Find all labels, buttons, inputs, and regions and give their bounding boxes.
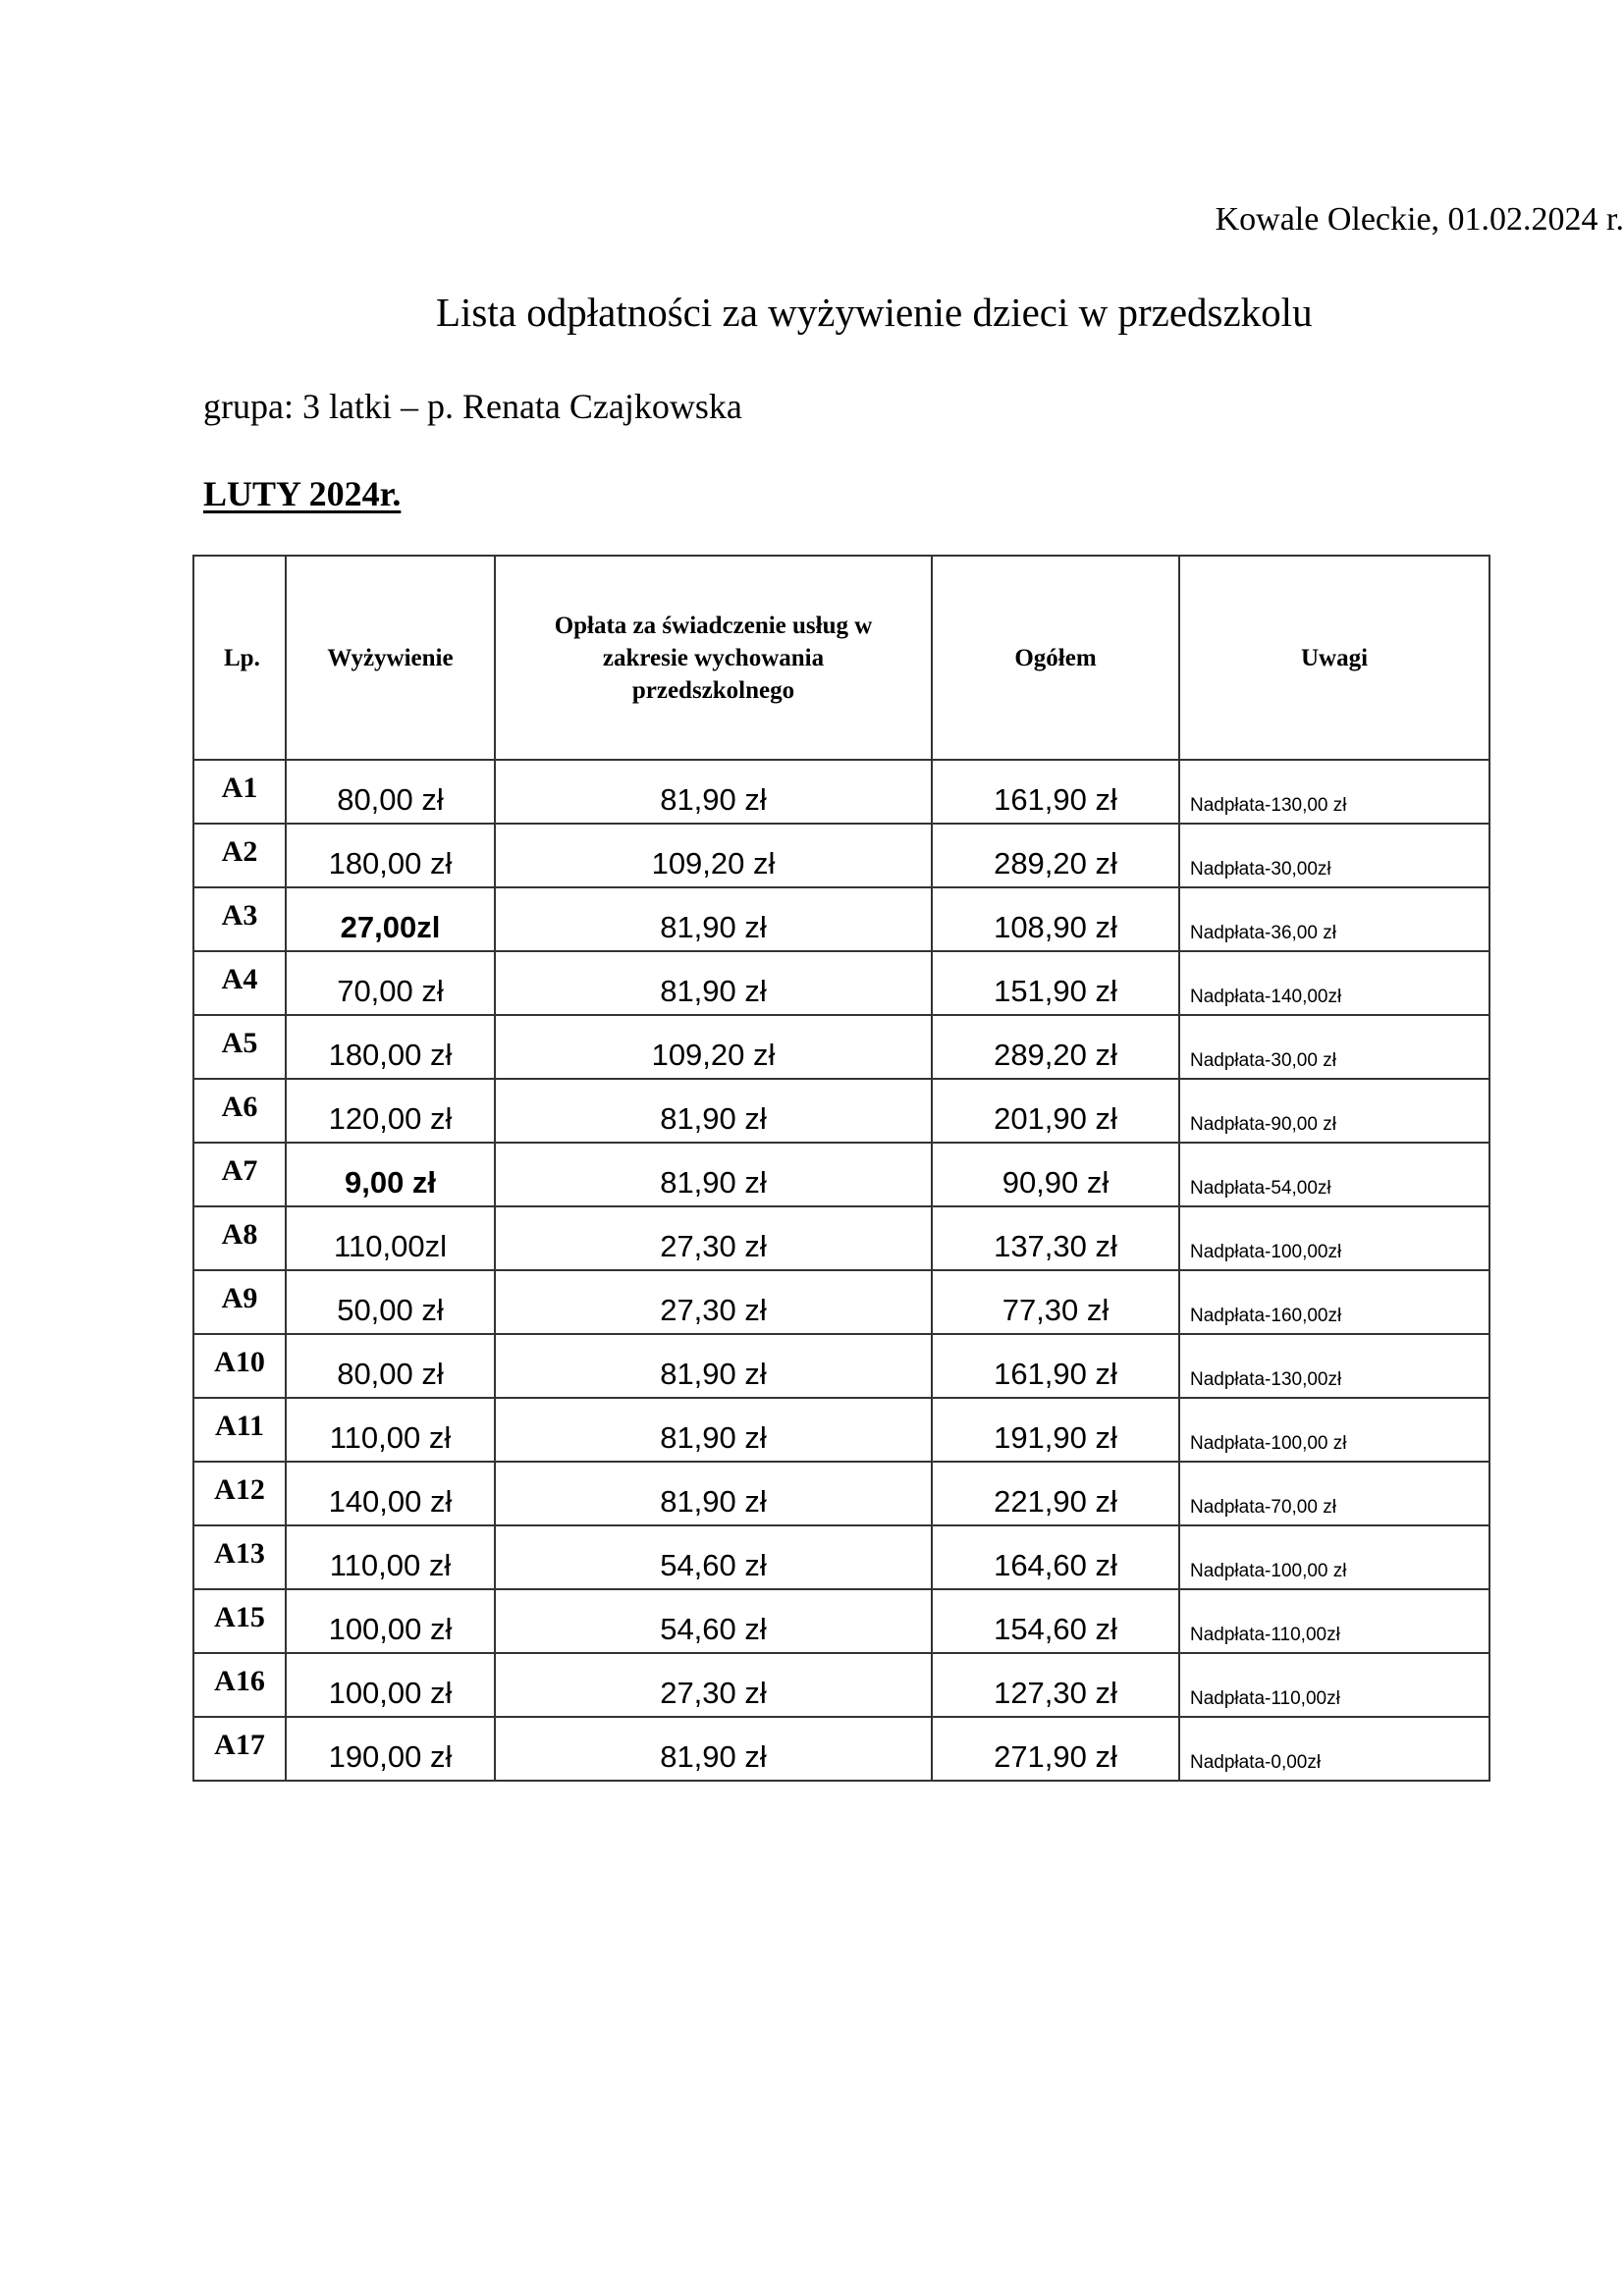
cell-wyzywienie [286, 1270, 495, 1334]
table-body [193, 760, 1489, 1781]
place-date-text: Kowale Oleckie, 01.02.2024 r. [1215, 201, 1624, 238]
cell-ogolem-text: 137,30 zł [994, 1229, 1117, 1263]
row-lp [193, 1653, 286, 1717]
cell-uwagi [1179, 760, 1489, 824]
row-lp [193, 1206, 286, 1270]
cell-wyzywienie-text: 110,00 zł [329, 1420, 452, 1455]
row-lp [193, 760, 286, 824]
cell-uwagi-text: Nadpłata-130,00 zł [1190, 795, 1347, 816]
cell-uwagi [1179, 1334, 1489, 1398]
row-lp-text: A5 [221, 1027, 258, 1059]
cell-ogolem [932, 951, 1179, 1015]
table-row [193, 760, 1489, 824]
row-lp-text: A6 [221, 1091, 258, 1123]
cell-uwagi-text: Nadpłata-30,00zł [1190, 859, 1331, 880]
cell-ogolem [932, 1398, 1179, 1462]
row-lp-text: A15 [214, 1601, 265, 1633]
cell-uwagi [1179, 1143, 1489, 1206]
cell-oplata [495, 1462, 932, 1525]
row-lp-text: A1 [221, 772, 258, 804]
row-lp [193, 1589, 286, 1653]
row-lp-text: A12 [214, 1473, 265, 1506]
row-lp [193, 1079, 286, 1143]
cell-uwagi [1179, 1079, 1489, 1143]
row-lp-text: A3 [221, 899, 258, 932]
cell-uwagi [1179, 824, 1489, 887]
cell-uwagi [1179, 887, 1489, 951]
table-row [193, 1334, 1489, 1398]
cell-oplata [495, 1270, 932, 1334]
cell-ogolem-text: 90,90 zł [1001, 1165, 1110, 1200]
cell-oplata [495, 824, 932, 887]
cell-oplata-text: 27,30 zł [660, 1293, 767, 1327]
cell-oplata [495, 1143, 932, 1206]
cell-wyzywienie-text: 180,00 zł [328, 846, 453, 881]
cell-ogolem [932, 887, 1179, 951]
cell-oplata [495, 1589, 932, 1653]
cell-uwagi [1179, 1653, 1489, 1717]
row-lp-text: A11 [214, 1410, 264, 1442]
cell-wyzywienie-text: 27,00zl [340, 910, 441, 944]
cell-ogolem [932, 1015, 1179, 1079]
cell-wyzywienie [286, 824, 495, 887]
table-row [193, 1462, 1489, 1525]
cell-uwagi-text: Nadpłata-160,00zł [1190, 1306, 1342, 1326]
cell-oplata [495, 1525, 932, 1589]
cell-uwagi [1179, 1525, 1489, 1589]
cell-oplata [495, 951, 932, 1015]
cell-wyzywienie [286, 1717, 495, 1781]
cell-wyzywienie-text: 80,00 zł [337, 782, 444, 817]
cell-oplata [495, 1398, 932, 1462]
table-row [193, 1525, 1489, 1589]
header-ogolem: Ogółem [932, 556, 1179, 760]
row-lp [193, 1270, 286, 1334]
cell-oplata-text: 109,20 zł [651, 846, 776, 881]
cell-oplata [495, 1079, 932, 1143]
table-row [193, 1270, 1489, 1334]
table-row [193, 1653, 1489, 1717]
row-lp [193, 1334, 286, 1398]
table-row [193, 1206, 1489, 1270]
cell-ogolem-text: 191,90 zł [994, 1420, 1117, 1455]
row-lp-text: A4 [221, 963, 258, 995]
cell-ogolem [932, 1206, 1179, 1270]
cell-wyzywienie [286, 1206, 495, 1270]
cell-wyzywienie-text: 190,00 zł [328, 1739, 453, 1774]
cell-oplata-text: 81,90 zł [660, 910, 767, 944]
cell-wyzywienie [286, 1015, 495, 1079]
cell-wyzywienie-text: 70,00 zł [337, 974, 444, 1008]
cell-wyzywienie-text: 120,00 zł [328, 1101, 453, 1136]
table-row [193, 1398, 1489, 1462]
fees-table [192, 555, 1490, 1782]
cell-wyzywienie-text: 110,00zl [334, 1229, 447, 1263]
cell-oplata-text: 27,30 zł [660, 1229, 767, 1263]
row-lp [193, 887, 286, 951]
row-lp-text: A7 [221, 1154, 258, 1187]
cell-uwagi [1179, 1462, 1489, 1525]
table-row [193, 824, 1489, 887]
cell-wyzywienie-text: 50,00 zł [337, 1293, 444, 1327]
cell-wyzywienie [286, 1143, 495, 1206]
cell-uwagi [1179, 1717, 1489, 1781]
row-lp [193, 1398, 286, 1462]
cell-uwagi-text: Nadpłata-0,00zł [1190, 1752, 1322, 1773]
cell-oplata-text: 81,90 zł [660, 1420, 767, 1455]
table-header-row [193, 556, 1489, 760]
cell-uwagi-text: Nadpłata-100,00zł [1190, 1242, 1342, 1262]
cell-ogolem [932, 1589, 1179, 1653]
cell-ogolem [932, 1334, 1179, 1398]
header-uwagi: Uwagi [1179, 556, 1489, 760]
table-row [193, 951, 1489, 1015]
cell-ogolem [932, 824, 1179, 887]
cell-oplata-text: 27,30 zł [660, 1676, 767, 1710]
document-title-text: Lista odpłatności za wyżywienie dzieci w przedszkolu [436, 290, 1313, 335]
cell-ogolem-text: 289,20 zł [994, 846, 1117, 881]
cell-oplata [495, 887, 932, 951]
cell-wyzywienie [286, 1589, 495, 1653]
cell-ogolem-text: 161,90 zł [994, 782, 1117, 817]
cell-oplata-text: 54,60 zł [660, 1612, 767, 1646]
cell-uwagi-text: Nadpłata-70,00 zł [1190, 1497, 1336, 1518]
table-row [193, 887, 1489, 951]
row-lp-text: A16 [214, 1665, 265, 1697]
cell-ogolem [932, 1270, 1179, 1334]
cell-oplata-text: 81,90 zł [660, 1357, 767, 1391]
table-row [193, 1143, 1489, 1206]
cell-uwagi [1179, 1015, 1489, 1079]
table-row [193, 1717, 1489, 1781]
cell-wyzywienie-text: 180,00 zł [328, 1038, 453, 1072]
cell-uwagi-text: Nadpłata-130,00zł [1190, 1369, 1342, 1390]
row-lp-text: A8 [221, 1218, 258, 1251]
row-lp [193, 1717, 286, 1781]
group-line: grupa: 3 latki – p. Renata Czajkowska [203, 387, 742, 426]
table-row [193, 1079, 1489, 1143]
cell-wyzywienie-text: 110,00 zł [329, 1548, 452, 1582]
cell-uwagi [1179, 1206, 1489, 1270]
cell-wyzywienie [286, 1398, 495, 1462]
row-lp [193, 824, 286, 887]
cell-ogolem-text: 164,60 zł [994, 1548, 1117, 1582]
cell-ogolem [932, 760, 1179, 824]
cell-ogolem [932, 1462, 1179, 1525]
cell-wyzywienie [286, 1653, 495, 1717]
cell-ogolem [932, 1525, 1179, 1589]
cell-wyzywienie [286, 760, 495, 824]
cell-oplata-text: 81,90 zł [660, 1739, 767, 1774]
cell-ogolem [932, 1717, 1179, 1781]
row-lp-text: A13 [214, 1537, 265, 1570]
cell-ogolem [932, 1653, 1179, 1717]
cell-ogolem-text: 201,90 zł [994, 1101, 1117, 1136]
cell-ogolem-text: 161,90 zł [994, 1357, 1117, 1391]
cell-wyzywienie [286, 1525, 495, 1589]
cell-ogolem-text: 289,20 zł [994, 1038, 1117, 1072]
month-heading: LUTY 2024r. [203, 474, 402, 513]
row-lp [193, 1462, 286, 1525]
cell-oplata-text: 81,90 zł [660, 782, 767, 817]
cell-oplata [495, 1334, 932, 1398]
row-lp [193, 951, 286, 1015]
cell-uwagi-text: Nadpłata-100,00 zł [1190, 1433, 1347, 1454]
cell-oplata-text: 81,90 zł [660, 974, 767, 1008]
cell-ogolem-text: 77,30 zł [1001, 1293, 1110, 1327]
cell-uwagi [1179, 1270, 1489, 1334]
cell-uwagi-text: Nadpłata-140,00zł [1190, 987, 1342, 1007]
cell-wyzywienie-text: 9,00 zł [344, 1165, 437, 1200]
cell-oplata [495, 1653, 932, 1717]
cell-wyzywienie [286, 1334, 495, 1398]
cell-oplata [495, 1717, 932, 1781]
row-lp [193, 1525, 286, 1589]
cell-wyzywienie-text: 100,00 zł [328, 1612, 453, 1646]
cell-oplata-text: 81,90 zł [660, 1101, 767, 1136]
cell-uwagi [1179, 1398, 1489, 1462]
cell-wyzywienie-text: 80,00 zł [337, 1357, 444, 1391]
cell-ogolem-text: 108,90 zł [994, 910, 1117, 944]
cell-uwagi-text: Nadpłata-36,00 zł [1190, 923, 1336, 943]
header-wyzywienie: Wyżywienie [286, 556, 495, 760]
cell-wyzywienie [286, 1462, 495, 1525]
table-row [193, 1589, 1489, 1653]
cell-uwagi-text: Nadpłata-90,00 zł [1190, 1114, 1336, 1135]
cell-ogolem [932, 1079, 1179, 1143]
cell-uwagi-text: Nadpłata-54,00zł [1190, 1178, 1331, 1199]
row-lp-text: A2 [221, 835, 258, 868]
header-lp: Lp. [193, 556, 286, 760]
row-lp-text: A17 [214, 1729, 265, 1761]
cell-oplata [495, 1015, 932, 1079]
cell-wyzywienie-text: 100,00 zł [328, 1676, 453, 1710]
cell-ogolem-text: 271,90 zł [994, 1739, 1117, 1774]
cell-ogolem-text: 154,60 zł [994, 1612, 1117, 1646]
row-lp [193, 1015, 286, 1079]
table-row [193, 1015, 1489, 1079]
cell-uwagi-text: Nadpłata-30,00 zł [1190, 1050, 1336, 1071]
cell-wyzywienie [286, 887, 495, 951]
cell-wyzywienie-text: 140,00 zł [328, 1484, 453, 1519]
cell-uwagi-text: Nadpłata-110,00zł [1190, 1688, 1340, 1709]
cell-ogolem-text: 151,90 zł [994, 974, 1117, 1008]
row-lp-text: A9 [221, 1282, 258, 1314]
cell-ogolem-text: 127,30 zł [994, 1676, 1117, 1710]
cell-uwagi [1179, 1589, 1489, 1653]
header-oplata: Opłata za świadczenie usług w zakresie wychowania przedszkolnego [495, 556, 932, 760]
cell-uwagi [1179, 951, 1489, 1015]
cell-oplata-text: 54,60 zł [660, 1548, 767, 1582]
cell-ogolem-text: 221,90 zł [994, 1484, 1117, 1519]
cell-wyzywienie [286, 951, 495, 1015]
cell-oplata-text: 81,90 zł [660, 1165, 767, 1200]
row-lp [193, 1143, 286, 1206]
cell-oplata-text: 109,20 zł [651, 1038, 776, 1072]
cell-ogolem [932, 1143, 1179, 1206]
cell-uwagi-text: Nadpłata-110,00zł [1190, 1625, 1340, 1645]
row-lp-text: A10 [214, 1346, 265, 1378]
cell-oplata [495, 1206, 932, 1270]
cell-uwagi-text: Nadpłata-100,00 zł [1190, 1561, 1347, 1581]
cell-oplata [495, 760, 932, 824]
cell-wyzywienie [286, 1079, 495, 1143]
cell-oplata-text: 81,90 zł [660, 1484, 767, 1519]
